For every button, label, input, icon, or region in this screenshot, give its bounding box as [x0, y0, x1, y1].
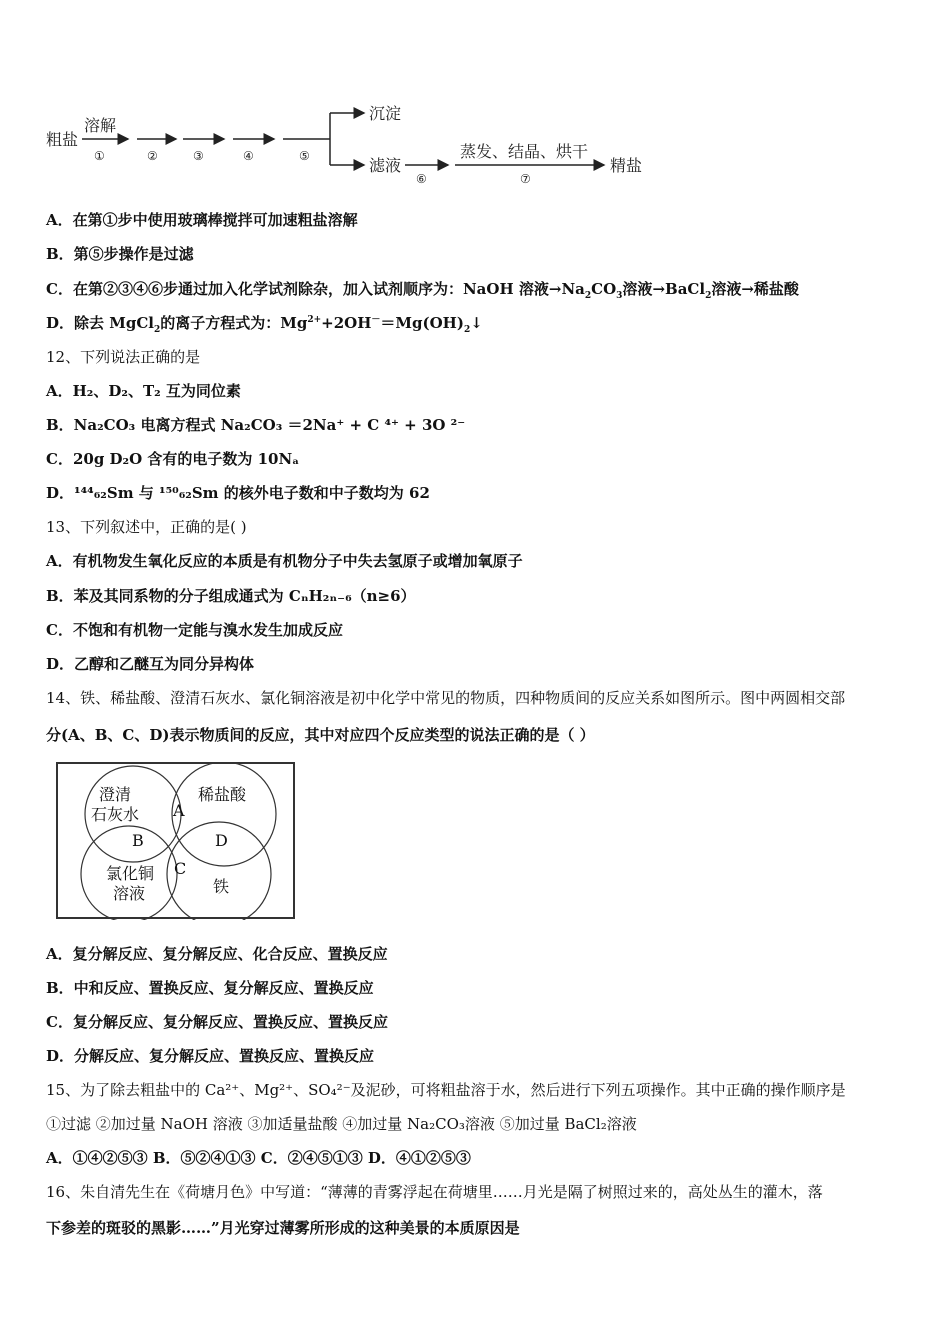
q11-d-eq3: ＝Mg(OH): [380, 314, 464, 332]
venn-region-b: B: [132, 831, 144, 850]
venn-region-a: A: [173, 801, 185, 820]
q11-d-eq2: +2OH: [321, 314, 372, 332]
flow-end: 精盐: [610, 156, 643, 175]
q16-stem-2: 下参差的斑驳的黑影……”月光穿过薄雾所形成的这种美景的本质原因是: [46, 1219, 520, 1237]
q11-c-sub3: 2: [705, 291, 712, 301]
q14-stem-2: 分(A、B、C、D)表示物质间的反应，其中对应四个反应类型的说法正确的是（ ）: [46, 726, 595, 744]
q11-option-d: [46, 313, 483, 333]
q12-option-d: D．¹⁴⁴₆₂Sm 与 ¹⁵⁰₆₂Sm 的核外电子数和中子数均为 62: [46, 484, 430, 502]
q15-operations: ①过滤 ②加过量 NaOH 溶液 ③加适量盐酸 ④加过量 Na₂CO₃溶液 ⑤加过量 BaCl₂溶液: [46, 1115, 637, 1133]
q14-option-c: C．复分解反应、复分解反应、置换反应、置换反应: [46, 1013, 388, 1031]
q14-stem-1: 14、铁、稀盐酸、澄清石灰水、氯化铜溶液是初中化学中常见的物质，四种物质间的反应关系如图所示。图中两圆相交部: [46, 689, 846, 707]
q12-option-a: A．H₂、D₂、T₂ 互为同位素: [46, 382, 241, 400]
venn-diagram: [56, 762, 296, 920]
q11-c-arrow1: →: [548, 280, 562, 298]
venn-label-iron: 铁: [213, 877, 230, 896]
q11-d-sub2: 2: [463, 325, 471, 335]
flow-num-5: ⑤: [299, 149, 310, 163]
q11-c-bacl: BaCl: [665, 280, 706, 298]
venn-region-c: C: [174, 859, 187, 878]
q15-choices: A．①④②⑤③ B．⑤②④①③ C．②④⑤①③ D．④①②⑤③: [46, 1149, 471, 1167]
venn-label-cucl2-2: 溶液: [113, 884, 146, 903]
q13-option-b: B．苯及其同系物的分子组成通式为 CₙH₂ₙ₋₆（n≥6）: [46, 587, 416, 605]
venn-circle-hcl: [172, 762, 276, 866]
q11-c-na: Na: [561, 280, 585, 298]
q11-c-hcl: 稀盐酸: [753, 280, 799, 298]
venn-label-limewater-1: 澄清: [99, 785, 132, 804]
flow-num-3: ③: [193, 149, 204, 163]
q13-option-d: D．乙醇和乙醚互为同分异构体: [46, 655, 255, 673]
q11-c-naoh: NaOH 溶液: [462, 280, 549, 298]
flow-num-6: ⑥: [416, 172, 427, 186]
q13-option-c: C．不饱和有机物一定能与溴水发生加成反应: [46, 621, 343, 639]
flowchart: [0, 0, 950, 200]
q11-option-a: A．在第①步中使用玻璃棒搅拌可加速粗盐溶解: [46, 211, 358, 229]
flow-num-4: ④: [243, 149, 254, 163]
q11-c-sol2: 溶液: [711, 280, 742, 298]
q14-option-d: D．分解反应、复分解反应、置换反应、置换反应: [46, 1047, 375, 1065]
venn-label-hcl: 稀盐酸: [198, 785, 247, 804]
q12-stem: 12、下列说法正确的是: [46, 348, 201, 366]
q11-d-sup2: －: [371, 315, 381, 325]
flow-num-1: ①: [94, 149, 105, 163]
q14-option-a: A．复分解反应、复分解反应、化合反应、置换反应: [46, 945, 388, 963]
flow-step7-label: 蒸发、结晶、烘干: [460, 142, 589, 161]
q11-option-c: [46, 279, 799, 299]
q11-c-prefix: C．在第②③④⑥步通过加入化学试剂除杂，加入试剂顺序为：: [46, 280, 463, 298]
q12-option-c: C．20g D₂O 含有的电子数为 10Nₐ: [46, 450, 300, 468]
q11-d-eq1: Mg: [280, 314, 308, 332]
flow-filtrate: 滤液: [369, 156, 402, 175]
q11-d-prefix: D．除去: [46, 314, 110, 332]
q15-stem: 15、为了除去粗盐中的 Ca²⁺、Mg²⁺、SO₄²⁻及泥砂，可将粗盐溶于水，然后进行下列五项操作。其中正确的操作顺序是: [46, 1081, 846, 1099]
q11-c-sub2: 3: [616, 291, 623, 301]
q11-c-co: CO: [591, 280, 617, 298]
q11-c-arrow3: →: [741, 280, 754, 298]
q11-option-b: B．第⑤步操作是过滤: [46, 245, 194, 263]
venn-label-cucl2-1: 氯化铜: [106, 864, 155, 883]
q14-option-b: B．中和反应、置换反应、复分解反应、置换反应: [46, 979, 374, 997]
venn-region-d: D: [215, 831, 228, 850]
q11-d-mid: 的离子方程式为：: [160, 314, 281, 332]
q11-c-sub1: 2: [584, 291, 592, 301]
flow-num-7: ⑦: [520, 172, 531, 186]
q12-option-b: B．Na₂CO₃ 电离方程式 Na₂CO₃ ＝2Na⁺ + C ⁴⁺ + 3O ²⁻: [46, 416, 466, 434]
q11-c-sol1: 溶液: [622, 280, 653, 298]
q11-d-eq4: ↓: [470, 314, 483, 332]
flow-step1-label: 溶解: [84, 116, 117, 135]
q11-d-mg: MgCl: [109, 314, 154, 332]
flow-start: 粗盐: [46, 130, 79, 149]
flow-precipitate: 沉淀: [369, 104, 402, 123]
q11-d-sup1: 2+: [307, 315, 322, 325]
q11-c-arrow2: →: [652, 280, 666, 298]
q13-stem: 13、下列叙述中，正确的是( ): [46, 518, 247, 536]
q13-option-a: A．有机物发生氧化反应的本质是有机物分子中失去氢原子或增加氧原子: [46, 552, 523, 570]
q16-stem-1: 16、朱自清先生在《荷塘月色》中写道：“薄薄的青雾浮起在荷塘里……月光是隔了树照过来的，高处丛生的灌木，落: [46, 1183, 823, 1201]
q11-d-sub: 2: [153, 325, 161, 335]
venn-label-limewater-2: 石灰水: [91, 805, 140, 824]
flow-num-2: ②: [147, 149, 158, 163]
